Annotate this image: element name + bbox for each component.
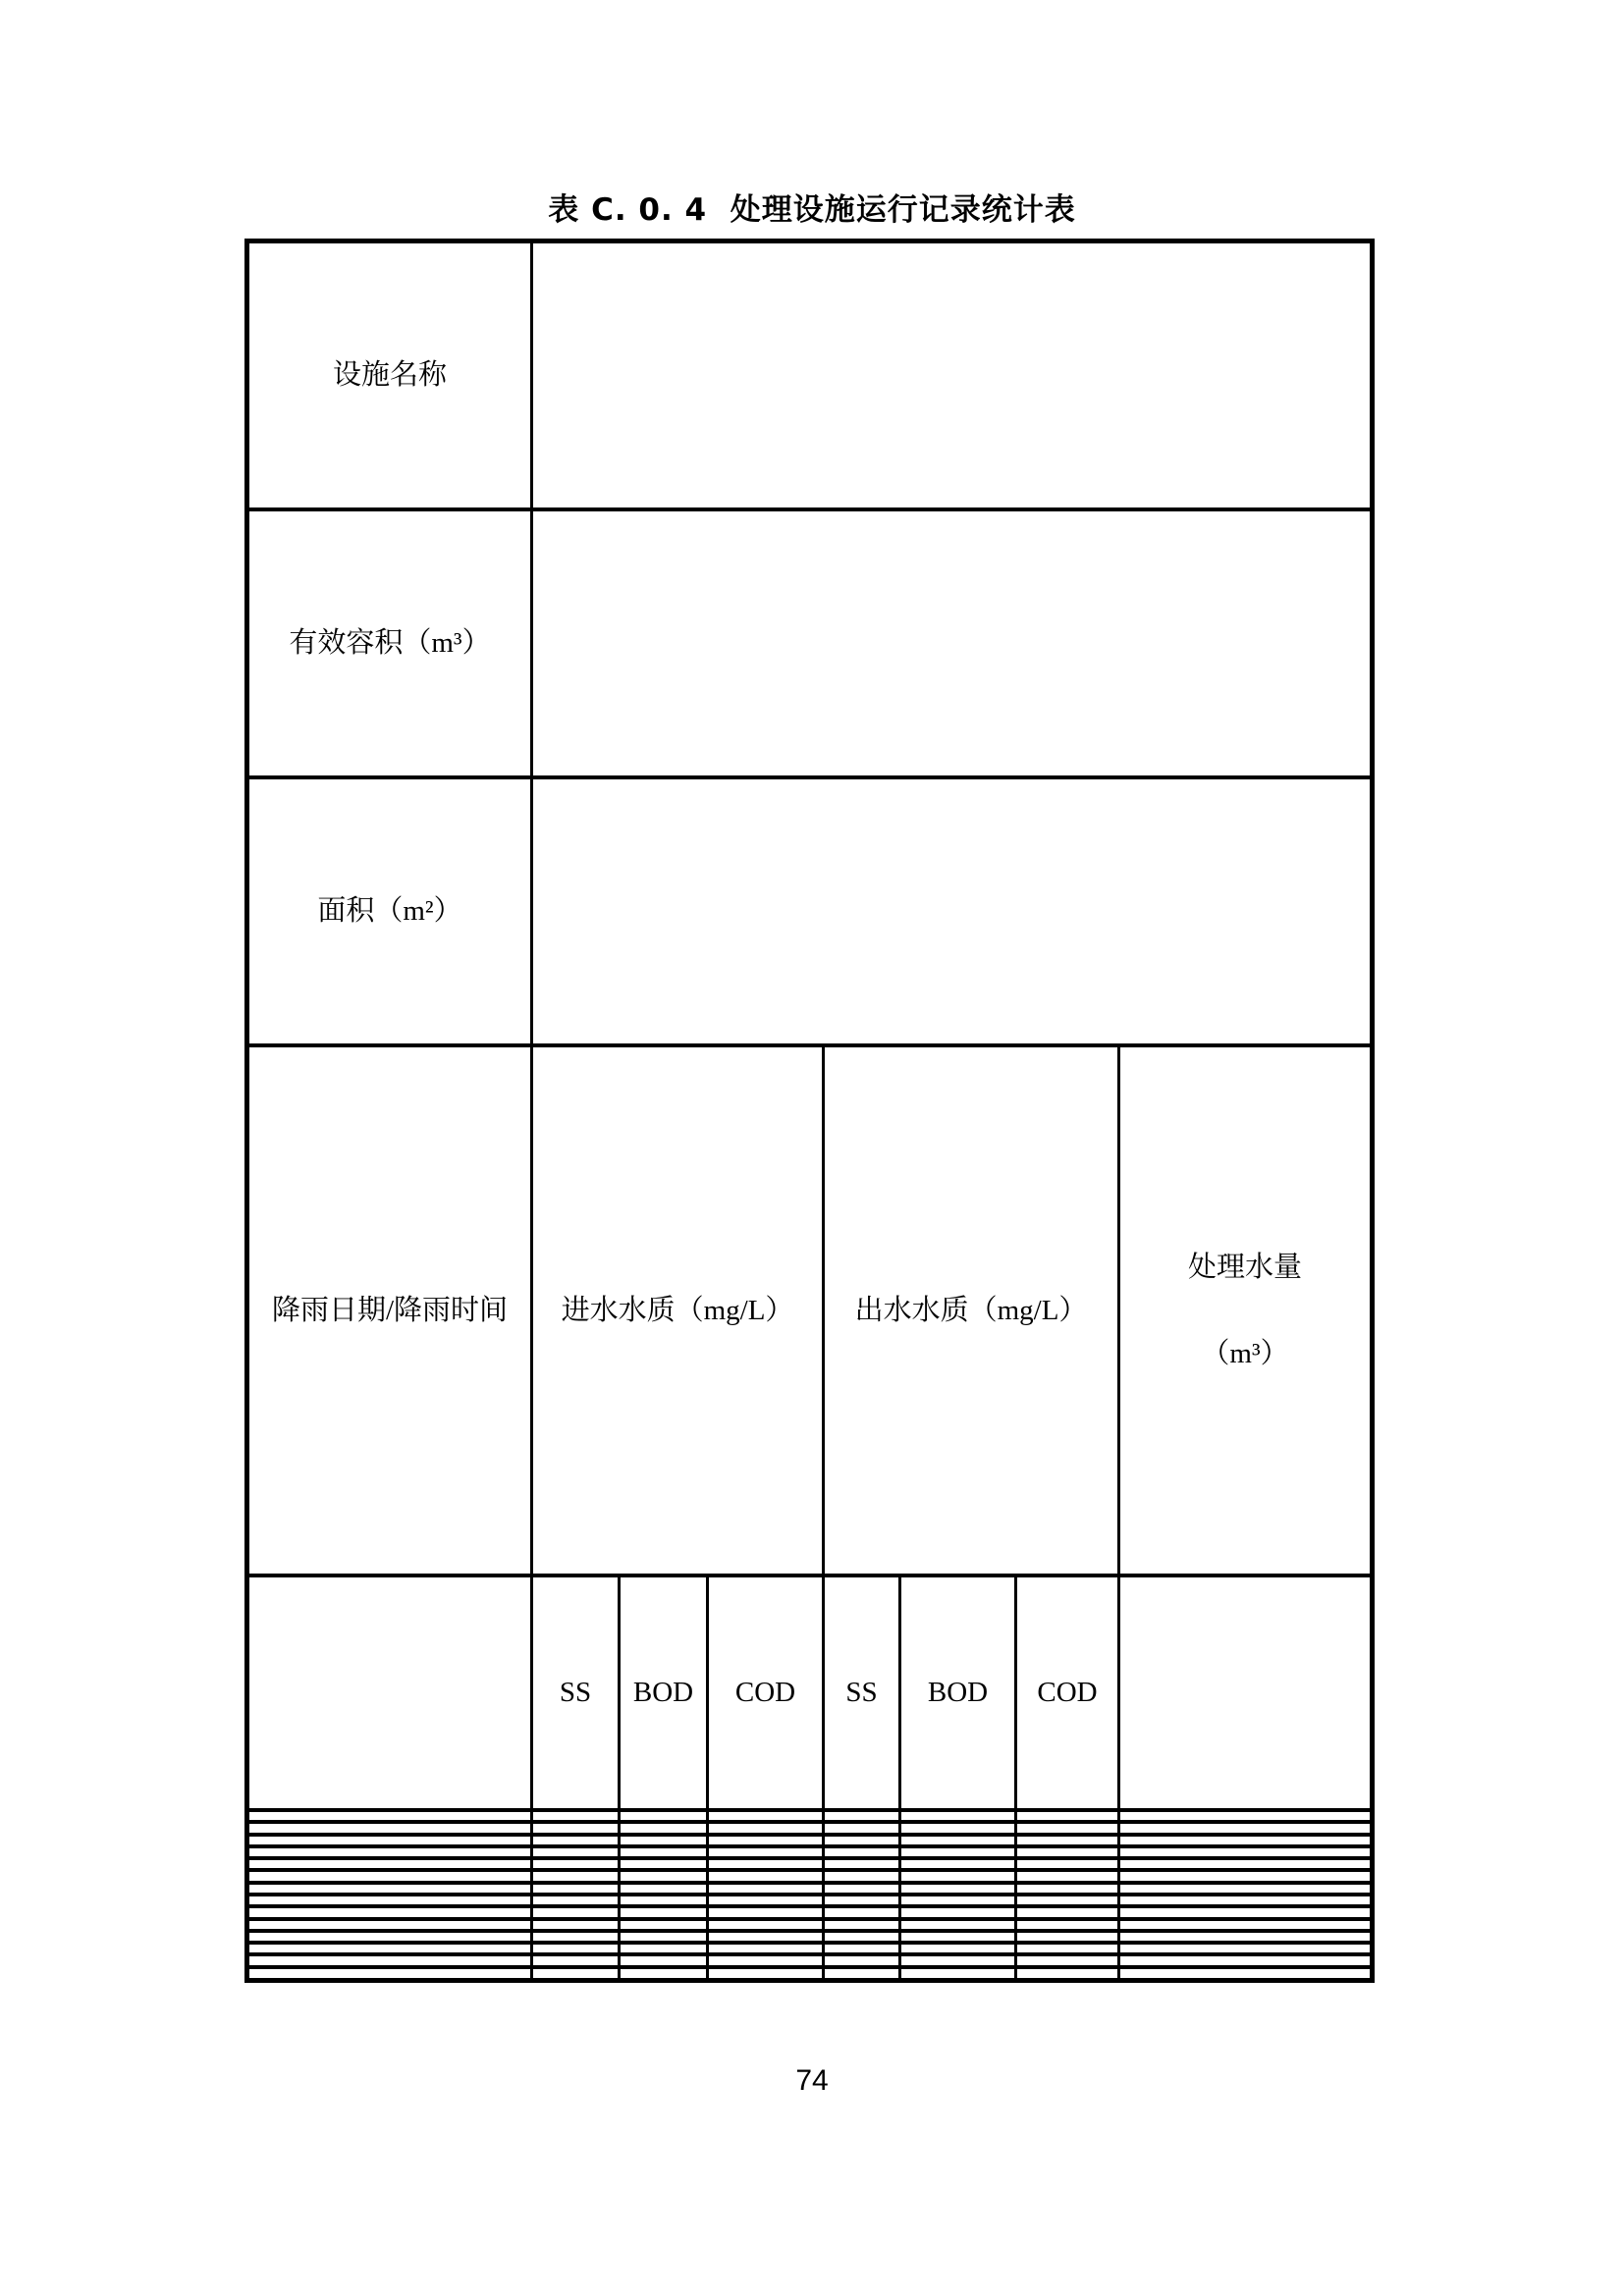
empty-cell <box>824 1943 900 1954</box>
record-table <box>244 239 1375 1983</box>
empty-cell <box>708 1883 824 1895</box>
empty-cell <box>532 1822 620 1834</box>
empty-cell <box>620 1822 708 1834</box>
empty-cell <box>1016 1895 1119 1906</box>
empty-cell <box>824 1810 900 1822</box>
empty-cell <box>824 1835 900 1846</box>
header-row <box>247 1045 1373 1575</box>
empty-cell <box>532 1858 620 1870</box>
empty-cell <box>1016 1822 1119 1834</box>
empty-cell <box>824 1822 900 1834</box>
data-rows-body <box>247 1810 1373 1980</box>
empty-cell <box>620 1883 708 1895</box>
empty-cell <box>708 1967 824 1981</box>
empty-cell <box>1016 1870 1119 1882</box>
empty-cell <box>900 1919 1016 1931</box>
empty-cell <box>900 1835 1016 1846</box>
empty-cell <box>620 1967 708 1981</box>
facility-name-label: 设施名称 <box>247 241 532 509</box>
empty-cell <box>824 1870 900 1882</box>
empty-cell <box>1119 1883 1373 1895</box>
empty-cell <box>1016 1835 1119 1846</box>
empty-cell <box>532 1883 620 1895</box>
empty-cell <box>1119 1858 1373 1870</box>
empty-cell <box>620 1870 708 1882</box>
facility-name-row <box>247 241 1373 509</box>
empty-cell <box>247 1810 532 1822</box>
empty-cell <box>532 1943 620 1954</box>
empty-cell <box>620 1954 708 1966</box>
empty-cell <box>1119 1822 1373 1834</box>
empty-cell <box>247 1870 532 1882</box>
empty-cell <box>532 1967 620 1981</box>
area-row <box>247 777 1373 1045</box>
empty-cell <box>708 1895 824 1906</box>
empty-cell <box>247 1883 532 1895</box>
influent-cod-header: COD <box>708 1575 824 1810</box>
empty-cell <box>824 1858 900 1870</box>
empty-cell <box>620 1835 708 1846</box>
empty-cell <box>532 1906 620 1918</box>
empty-cell <box>1119 1835 1373 1846</box>
table-row <box>247 1967 1373 1981</box>
empty-cell <box>1016 1883 1119 1895</box>
empty-cell <box>900 1810 1016 1822</box>
area-label: 面积（m²） <box>247 777 532 1045</box>
empty-cell <box>1119 1906 1373 1918</box>
empty-cell <box>532 1810 620 1822</box>
empty-cell <box>1119 1810 1373 1822</box>
empty-cell <box>1119 1954 1373 1966</box>
empty-cell <box>620 1895 708 1906</box>
table-row <box>247 1883 1373 1895</box>
empty-cell <box>900 1870 1016 1882</box>
effective-volume-label: 有效容积（m³） <box>247 509 532 777</box>
empty-cell <box>247 1931 532 1943</box>
empty-cell <box>247 1954 532 1966</box>
table-row <box>247 1954 1373 1966</box>
empty-cell <box>708 1931 824 1943</box>
empty-cell <box>1016 1810 1119 1822</box>
table-title: 表 C. 0. 4 处理设施运行记录统计表 <box>548 192 1076 228</box>
empty-cell <box>532 1895 620 1906</box>
empty-cell <box>1119 1895 1373 1906</box>
empty-cell <box>708 1822 824 1834</box>
effluent-bod-header: BOD <box>900 1575 1016 1810</box>
empty-cell <box>900 1895 1016 1906</box>
table-row <box>247 1895 1373 1906</box>
empty-cell <box>247 1858 532 1870</box>
table-row <box>247 1870 1373 1882</box>
empty-cell <box>1119 1846 1373 1858</box>
table-row <box>247 1822 1373 1834</box>
empty-cell <box>708 1858 824 1870</box>
table-row <box>247 1810 1373 1822</box>
empty-cell <box>900 1822 1016 1834</box>
empty-cell <box>247 1822 532 1834</box>
influent-quality-header: 进水水质（mg/L） <box>532 1045 824 1575</box>
rain-date-time-header: 降雨日期/降雨时间 <box>247 1045 532 1575</box>
empty-cell <box>900 1967 1016 1981</box>
empty-cell <box>532 1931 620 1943</box>
area-value-cell <box>532 777 1373 1045</box>
empty-cell <box>900 1954 1016 1966</box>
empty-cell <box>900 1931 1016 1943</box>
table-row <box>247 1835 1373 1846</box>
empty-cell <box>1119 1870 1373 1882</box>
empty-cell <box>708 1870 824 1882</box>
empty-cell <box>708 1906 824 1918</box>
empty-cell <box>247 1846 532 1858</box>
empty-cell <box>1016 1919 1119 1931</box>
empty-cell <box>620 1846 708 1858</box>
empty-cell <box>708 1919 824 1931</box>
empty-cell <box>1119 1931 1373 1943</box>
effective-volume-row <box>247 509 1373 777</box>
empty-cell <box>532 1919 620 1931</box>
table-row <box>247 1919 1373 1931</box>
empty-cell <box>247 1895 532 1906</box>
empty-cell <box>708 1835 824 1846</box>
empty-cell <box>532 1954 620 1966</box>
empty-cell <box>824 1846 900 1858</box>
empty-cell <box>824 1906 900 1918</box>
table-row <box>247 1943 1373 1954</box>
subheader-empty-left-cell <box>247 1575 532 1810</box>
treated-volume-header-line2: （m³） <box>1201 1337 1289 1369</box>
empty-cell <box>1016 1943 1119 1954</box>
empty-cell <box>824 1883 900 1895</box>
empty-cell <box>1119 1943 1373 1954</box>
empty-cell <box>824 1954 900 1966</box>
treated-volume-header-line1: 处理水量 <box>1188 1251 1303 1283</box>
table-row <box>247 1846 1373 1858</box>
page-number: 74 <box>795 2064 829 2097</box>
empty-cell <box>708 1846 824 1858</box>
empty-cell <box>900 1846 1016 1858</box>
table-body <box>247 241 1373 1811</box>
empty-cell <box>1119 1919 1373 1931</box>
empty-cell <box>1016 1846 1119 1858</box>
subheader-row <box>247 1575 1373 1810</box>
subheader-empty-right-cell <box>1119 1575 1373 1810</box>
empty-cell <box>1016 1906 1119 1918</box>
empty-cell <box>824 1967 900 1981</box>
empty-cell <box>1016 1858 1119 1870</box>
empty-cell <box>824 1895 900 1906</box>
table-row <box>247 1858 1373 1870</box>
empty-cell <box>620 1919 708 1931</box>
empty-cell <box>247 1835 532 1846</box>
empty-cell <box>824 1931 900 1943</box>
empty-cell <box>532 1835 620 1846</box>
empty-cell <box>1016 1931 1119 1943</box>
empty-cell <box>824 1919 900 1931</box>
empty-cell <box>900 1943 1016 1954</box>
empty-cell <box>1119 1967 1373 1981</box>
empty-cell <box>247 1906 532 1918</box>
influent-bod-header: BOD <box>620 1575 708 1810</box>
empty-cell <box>620 1858 708 1870</box>
effluent-quality-header: 出水水质（mg/L） <box>824 1045 1119 1575</box>
empty-cell <box>708 1810 824 1822</box>
empty-cell <box>620 1943 708 1954</box>
empty-cell <box>620 1906 708 1918</box>
table-row <box>247 1931 1373 1943</box>
facility-name-value-cell <box>532 241 1373 509</box>
effluent-ss-header: SS <box>824 1575 900 1810</box>
empty-cell <box>900 1858 1016 1870</box>
empty-cell <box>247 1943 532 1954</box>
empty-cell <box>620 1810 708 1822</box>
treated-volume-header <box>1119 1045 1373 1575</box>
empty-cell <box>247 1967 532 1981</box>
empty-cell <box>708 1954 824 1966</box>
empty-cell <box>1016 1954 1119 1966</box>
effective-volume-value-cell <box>532 509 1373 777</box>
effluent-cod-header: COD <box>1016 1575 1119 1810</box>
empty-cell <box>900 1883 1016 1895</box>
empty-cell <box>900 1906 1016 1918</box>
empty-cell <box>532 1870 620 1882</box>
empty-cell <box>708 1943 824 1954</box>
empty-cell <box>532 1846 620 1858</box>
empty-cell <box>247 1919 532 1931</box>
table-row <box>247 1906 1373 1918</box>
empty-cell <box>1016 1967 1119 1981</box>
influent-ss-header: SS <box>532 1575 620 1810</box>
empty-cell <box>620 1931 708 1943</box>
